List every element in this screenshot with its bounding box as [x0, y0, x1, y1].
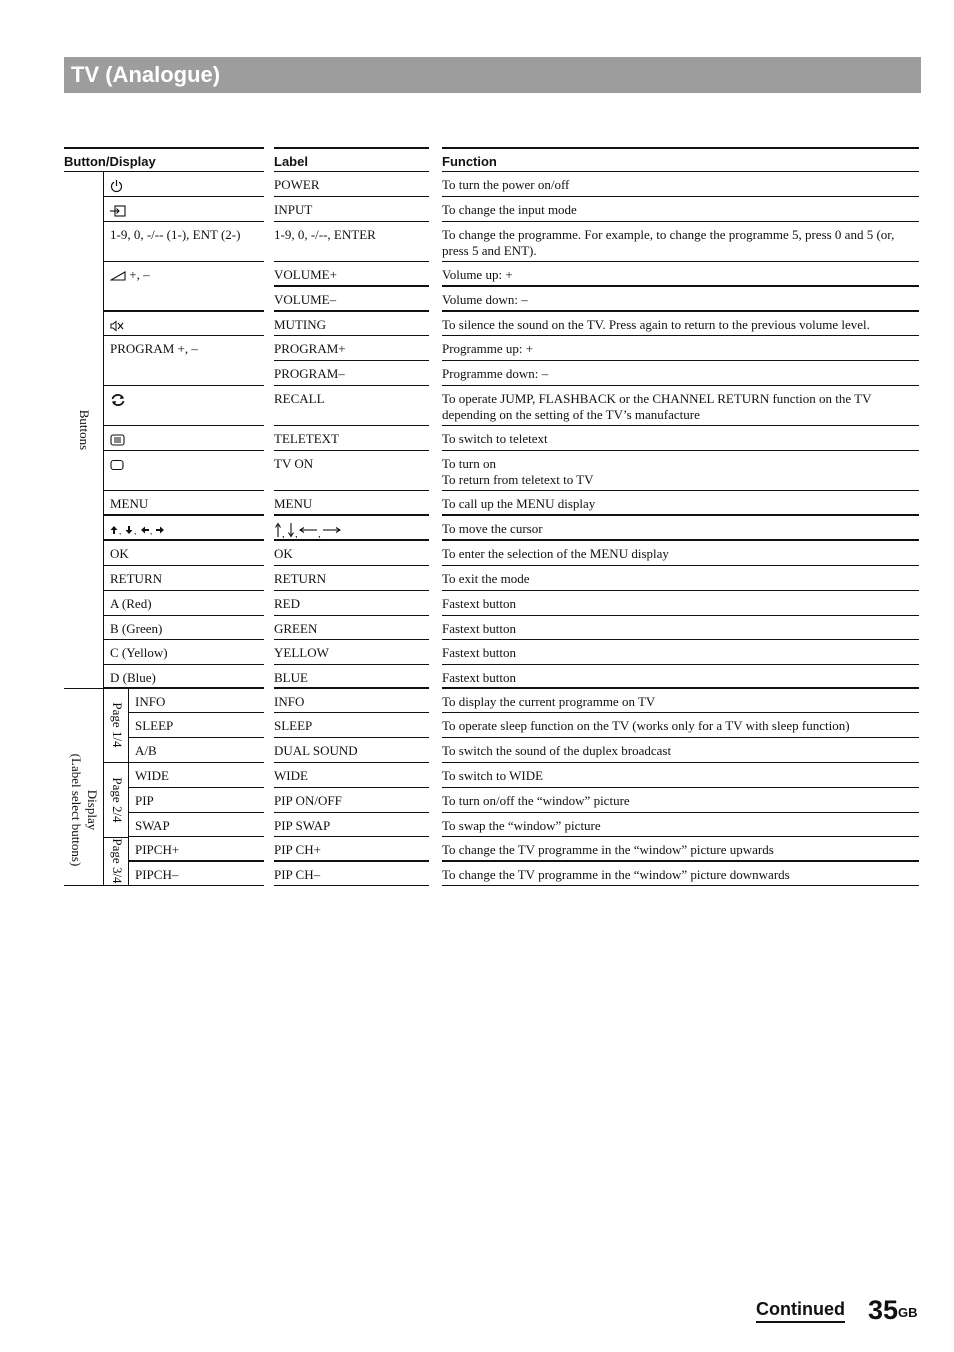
- table-bottom: [64, 885, 104, 886]
- function-text: To switch the sound of the duplex broadcast: [442, 743, 672, 758]
- button-name: A/B: [135, 743, 157, 758]
- button-cell: [104, 172, 264, 197]
- button-cell: [104, 451, 264, 491]
- function-text: Fastext button: [442, 670, 517, 685]
- function-cell: [442, 738, 919, 763]
- function-cell: [442, 172, 919, 197]
- label-text: RETURN: [274, 571, 326, 586]
- function-text: To turn on/off the “window” picture: [442, 793, 630, 808]
- button-cell: [104, 222, 264, 262]
- label-text: TELETEXT: [274, 431, 339, 446]
- label-cell: [274, 837, 429, 862]
- cursor-arrows-icon: [110, 521, 166, 536]
- group-divider: [103, 172, 104, 886]
- function-cell: [442, 426, 919, 451]
- label-cell: [274, 862, 429, 886]
- table-row: [0, 491, 954, 516]
- label-text: PROGRAM+: [274, 341, 346, 356]
- button-name: +, –: [129, 267, 150, 282]
- button-name: INFO: [135, 694, 166, 709]
- group-label-buttons: Buttons: [77, 409, 92, 451]
- function-cell: [442, 451, 919, 491]
- button-cell: [104, 640, 264, 665]
- table-row: [0, 813, 954, 837]
- label-cell: [274, 491, 429, 516]
- svg-text:,: ,: [282, 528, 285, 539]
- table-row: [0, 862, 954, 886]
- function-cell: [442, 491, 919, 516]
- button-cell: [129, 837, 264, 862]
- function-text: To exit the mode: [442, 571, 530, 586]
- label-text: DUAL SOUND: [274, 743, 358, 758]
- label-cell: [274, 287, 429, 312]
- label-cell: [274, 222, 429, 262]
- table-row: [0, 616, 954, 640]
- button-name: D (Blue): [110, 670, 156, 685]
- page-label-1: Page 1/4: [110, 702, 125, 748]
- function-cell: [442, 222, 919, 262]
- label-text: VOLUME–: [274, 292, 337, 307]
- table-row: [0, 763, 954, 788]
- svg-text:,: ,: [318, 528, 321, 539]
- label-text: VOLUME+: [274, 267, 337, 282]
- function-cell: [442, 616, 919, 640]
- table-row: [0, 451, 954, 491]
- table-row: [0, 665, 954, 689]
- label-text: PIP CH–: [274, 867, 321, 882]
- function-text: To change the TV programme in the “window” picture upwards: [442, 842, 774, 857]
- table-row: [0, 287, 954, 312]
- label-text: INFO: [274, 694, 305, 709]
- recall-icon: [110, 391, 126, 406]
- function-cell: [442, 788, 919, 813]
- function-text: Fastext button: [442, 621, 517, 636]
- button-name: 1-9, 0, -/-- (1-), ENT (2-): [110, 227, 241, 242]
- header-function: Function: [442, 147, 919, 172]
- table-row: [0, 837, 954, 862]
- function-text: To turn the power on/off: [442, 177, 570, 192]
- function-text: To move the cursor: [442, 521, 543, 536]
- function-text: To operate JUMP, FLASHBACK or the CHANNEL RETURN function on the TV depending on the setting of the TV’s manufacture: [442, 391, 872, 422]
- mute-icon: [110, 317, 124, 332]
- table-row: [0, 222, 954, 262]
- function-text: Programme up: +: [442, 341, 534, 356]
- table-row: [0, 640, 954, 665]
- label-cell: [274, 197, 429, 222]
- button-name: SLEEP: [135, 718, 174, 733]
- button-cell: [129, 763, 264, 788]
- label-text: SLEEP: [274, 718, 313, 733]
- function-cell: [442, 689, 919, 713]
- label-cell: [274, 541, 429, 566]
- function-text: To change the programme. For example, to change the programme 5, press 0 and 5 (or, press 5 and ENT).: [442, 227, 895, 258]
- table-row: [0, 172, 954, 197]
- button-name: OK: [110, 546, 129, 561]
- label-cell: [274, 262, 429, 287]
- svg-text:,: ,: [119, 526, 122, 536]
- label-cell: [274, 361, 429, 386]
- label-text: INPUT: [274, 202, 313, 217]
- table-row: [0, 361, 954, 386]
- function-cell: [442, 837, 919, 862]
- teletext-icon: [110, 431, 125, 446]
- button-cell: [129, 689, 264, 713]
- button-name: A (Red): [110, 596, 152, 611]
- button-cell: [104, 566, 264, 591]
- table-row: [0, 312, 954, 336]
- label-text: BLUE: [274, 670, 308, 685]
- function-cell: [442, 336, 919, 361]
- label-text: PIP SWAP: [274, 818, 331, 833]
- label-text: RECALL: [274, 391, 325, 406]
- volume-icon: [110, 267, 126, 282]
- function-text: To switch to WIDE: [442, 768, 544, 783]
- label-cell: [274, 451, 429, 491]
- label-text: RED: [274, 596, 300, 611]
- table-row: [0, 788, 954, 813]
- table-row: [0, 541, 954, 566]
- table-row: [0, 426, 954, 451]
- button-cell: [104, 491, 264, 516]
- button-name: PIPCH–: [135, 867, 179, 882]
- table-row: [0, 738, 954, 763]
- label-text: OK: [274, 546, 293, 561]
- button-cell: [104, 665, 264, 689]
- function-text: To silence the sound on the TV. Press again to return to the previous volume level.: [442, 317, 870, 332]
- function-text: To switch to teletext: [442, 431, 548, 446]
- label-cell: [274, 616, 429, 640]
- function-cell: [442, 262, 919, 287]
- button-cell: [104, 197, 264, 222]
- function-cell: [442, 591, 919, 616]
- svg-text:,: ,: [150, 526, 153, 536]
- header-button-display: Button/Display: [64, 147, 264, 172]
- function-text: Fastext button: [442, 596, 517, 611]
- function-cell: [442, 566, 919, 591]
- label-cell: [274, 713, 429, 738]
- label-cell: [274, 689, 429, 713]
- button-name: B (Green): [110, 621, 163, 636]
- power-icon: [110, 177, 123, 192]
- label-text: MUTING: [274, 317, 326, 332]
- table-row: [0, 516, 954, 541]
- label-cell: [274, 566, 429, 591]
- table-row: [0, 197, 954, 222]
- function-cell: [442, 713, 919, 738]
- function-text: Fastext button: [442, 645, 517, 660]
- function-text: Programme down: –: [442, 366, 549, 381]
- function-text: To change the TV programme in the “window” picture downwards: [442, 867, 790, 882]
- label-text: YELLOW: [274, 645, 329, 660]
- function-text: To change the input mode: [442, 202, 577, 217]
- arrows-icon: [274, 521, 342, 539]
- label-text: GREEN: [274, 621, 318, 636]
- button-cell: [129, 788, 264, 813]
- label-text: PIP CH+: [274, 842, 321, 857]
- label-cell: [274, 813, 429, 837]
- header-label: Label: [274, 147, 429, 172]
- label-cell: [274, 516, 429, 541]
- function-cell: [442, 386, 919, 426]
- label-cell: [274, 788, 429, 813]
- label-cell: [274, 665, 429, 689]
- function-cell: [442, 862, 919, 886]
- page-divider: [128, 689, 129, 886]
- page-number: $35^{GB}$: [868, 1295, 918, 1325]
- label-cell: [274, 591, 429, 616]
- label-text: PROGRAM–: [274, 366, 345, 381]
- label-text: MENU: [274, 496, 313, 511]
- label-text: PIP ON/OFF: [274, 793, 342, 808]
- button-name: C (Yellow): [110, 645, 168, 660]
- button-name: RETURN: [110, 571, 162, 586]
- function-text: To turn on: [442, 456, 496, 471]
- tv-icon: [110, 456, 124, 471]
- button-name: WIDE: [135, 768, 169, 783]
- function-cell: [442, 287, 919, 312]
- table-row: [0, 566, 954, 591]
- button-cell: [104, 541, 264, 566]
- table-row: [0, 713, 954, 738]
- button-name: PROGRAM +, –: [110, 341, 198, 356]
- function-cell: [442, 312, 919, 336]
- button-cell: [129, 862, 264, 886]
- label-cell: [274, 640, 429, 665]
- label-text: TV ON: [274, 456, 314, 471]
- label-cell: [274, 426, 429, 451]
- page-label-3: Page 3/4: [110, 838, 125, 884]
- label-text: WIDE: [274, 768, 308, 783]
- page-label-2: Page 2/4: [110, 777, 125, 823]
- table-row: [0, 262, 954, 287]
- function-cell: [442, 197, 919, 222]
- button-cell: [104, 616, 264, 640]
- button-cell: [129, 738, 264, 763]
- table-row: [0, 591, 954, 616]
- function-text: To call up the MENU display: [442, 496, 596, 511]
- label-cell: [274, 738, 429, 763]
- button-cell: [104, 312, 264, 336]
- label-cell: [274, 172, 429, 197]
- button-cell: [104, 386, 264, 426]
- function-cell: [442, 813, 919, 837]
- function-text: To operate sleep function on the TV (works only for a TV with sleep function): [442, 718, 850, 733]
- button-name: MENU: [110, 496, 149, 511]
- table-row: [0, 386, 954, 426]
- label-cell: [274, 312, 429, 336]
- function-cell: [442, 763, 919, 788]
- button-cell: [104, 426, 264, 451]
- label-text: 1-9, 0, -/--, ENTER: [274, 227, 376, 242]
- button-cell: [104, 516, 264, 541]
- function-text-2: To return from teletext to TV: [442, 472, 594, 487]
- button-cell: [129, 813, 264, 837]
- button-name: PIPCH+: [135, 842, 180, 857]
- function-cell: [442, 541, 919, 566]
- button-cell: [104, 591, 264, 616]
- continued-label: Continued: [756, 1298, 845, 1323]
- label-cell: [274, 763, 429, 788]
- function-text: To enter the selection of the MENU display: [442, 546, 669, 561]
- label-cell: [274, 386, 429, 426]
- function-cell: [442, 640, 919, 665]
- group-label-display: Display (Label select buttons): [69, 753, 100, 867]
- function-text: Volume up: +: [442, 267, 513, 282]
- label-cell: [274, 336, 429, 361]
- svg-text:,: ,: [295, 528, 298, 539]
- function-cell: [442, 361, 919, 386]
- function-text: To display the current programme on TV: [442, 694, 656, 709]
- page-sep-1: [104, 762, 129, 763]
- page-bottom: [104, 885, 129, 886]
- button-name: SWAP: [135, 818, 170, 833]
- function-cell: [442, 516, 919, 541]
- table-row: [0, 336, 954, 361]
- function-cell: [442, 665, 919, 689]
- label-text: POWER: [274, 177, 320, 192]
- button-name: PIP: [135, 793, 154, 808]
- group-separator: [64, 688, 104, 689]
- svg-text:,: ,: [134, 526, 137, 536]
- function-text: To swap the “window” picture: [442, 818, 601, 833]
- input-icon: [110, 202, 126, 217]
- table-row: [0, 689, 954, 713]
- button-cell: [129, 713, 264, 738]
- page-title: TV (Analogue): [64, 57, 921, 93]
- function-text: Volume down: –: [442, 292, 528, 307]
